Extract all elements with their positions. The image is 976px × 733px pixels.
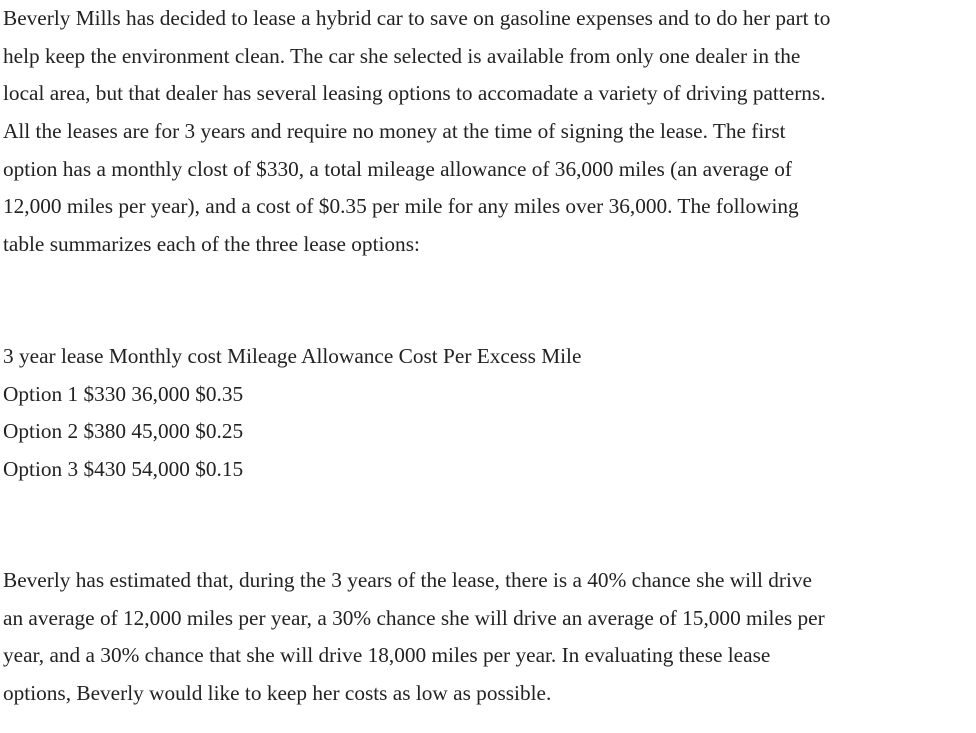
- lease-options-table: [3, 338, 581, 489]
- closing-line: an average of 12,000 miles per year, a 30% chance she will drive an average of 15,000 miles per: [3, 605, 825, 630]
- intro-line: local area, but that dealer has several leasing options to accomadate a variety of driving patterns.: [3, 81, 826, 106]
- table-row: Option 3 $430 54,000 $0.15: [3, 457, 244, 482]
- intro-line: 12,000 miles per year), and a cost of $0.35 per mile for any miles over 36,000. The following: [3, 194, 799, 219]
- intro-line: Beverly Mills has decided to lease a hybrid car to save on gasoline expenses and to do her part to: [3, 6, 831, 30]
- closing-line: options, Beverly would like to keep her costs as low as possible.: [3, 681, 552, 706]
- intro-paragraph: [3, 0, 830, 264]
- closing-line: Beverly has estimated that, during the 3 years of the lease, there is a 40% chance she will drive: [3, 568, 813, 592]
- intro-line: table summarizes each of the three lease options:: [3, 232, 420, 257]
- table-row: Option 1 $330 36,000 $0.35: [3, 381, 244, 406]
- intro-line: option has a monthly clost of $330, a total mileage allowance of 36,000 miles (an average of: [3, 156, 792, 181]
- intro-line: help keep the environment clean. The car she selected is available from only one dealer in the: [3, 43, 801, 68]
- table-row: Option 2 $380 45,000 $0.25: [3, 419, 244, 444]
- closing-line: year, and a 30% chance that she will drive 18,000 miles per year. In evaluating these lease: [3, 643, 771, 668]
- closing-paragraph: [3, 562, 825, 713]
- intro-line: All the leases are for 3 years and require no money at the time of signing the lease. The first: [3, 119, 786, 144]
- table-header: 3 year lease Monthly cost Mileage Allowance Cost Per Excess Mile: [3, 344, 582, 368]
